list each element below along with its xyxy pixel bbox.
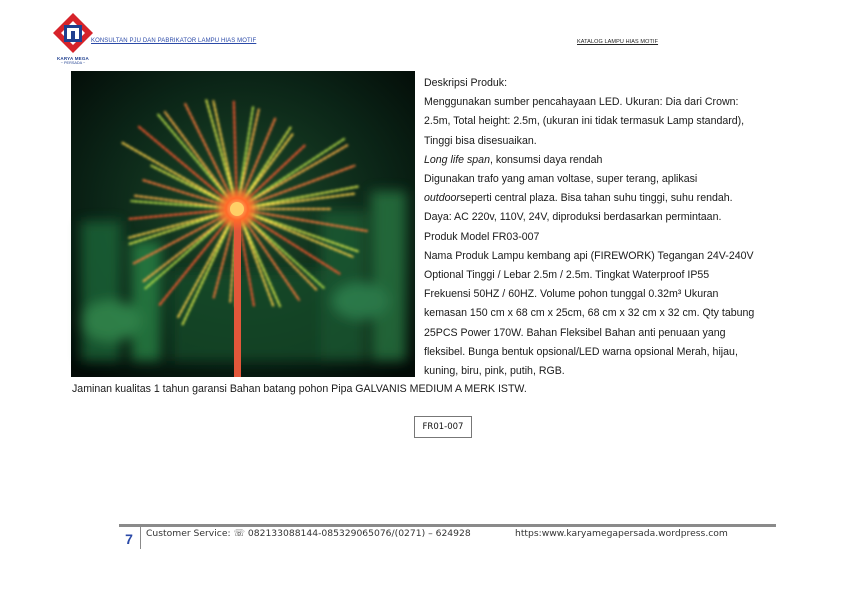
description-line: kuning, biru, pink, putih, RGB. bbox=[424, 365, 565, 378]
website-link[interactable]: https:www.karyamegapersada.wordpress.com bbox=[515, 528, 728, 539]
footer-divider bbox=[140, 527, 141, 549]
description-line: Tinggi bisa disesuaikan. bbox=[424, 134, 537, 147]
description-line: fleksibel. Bunga bentuk opsional/LED warna opsional Merah, hijau, bbox=[424, 345, 738, 358]
italic-text: Long life span bbox=[424, 153, 490, 166]
description-line: Daya: AC 220v, 110V, 24V, diproduksi berdasarkan permintaan. bbox=[424, 211, 722, 224]
description-line: Nama Produk Lampu kembang api (FIREWORK) Tegangan 24V-240V bbox=[424, 249, 754, 262]
description-line: Menggunakan sumber pencahayaan LED. Ukuran: Dia dari Crown: bbox=[424, 96, 739, 109]
description-line bbox=[424, 189, 774, 208]
description-line: Frekuensi 50HZ / 60HZ. Volume pohon tunggal 0.32m³ Ukuran bbox=[424, 288, 719, 301]
karya-mega-logo-icon bbox=[50, 12, 96, 56]
description-line: Produk Model FR03-007 bbox=[424, 230, 540, 243]
description-heading: Deskripsi Produk: bbox=[424, 77, 508, 89]
description-text: , konsumsi daya rendah bbox=[489, 153, 603, 166]
product-description bbox=[424, 74, 774, 381]
description-line bbox=[424, 151, 774, 170]
firework-tree-lamp-photo bbox=[71, 71, 415, 377]
header-catalog-title: KATALOG LAMPU HIAS MOTIF bbox=[577, 39, 659, 45]
company-logo bbox=[50, 12, 96, 70]
description-line: Optional Tinggi / Lebar 2.5m / 2.5m. Tingkat Waterproof IP55 bbox=[424, 269, 710, 282]
product-code-label: FR01-007 bbox=[414, 416, 472, 438]
description-line: Digunakan trafo yang aman voltase, super terang, aplikasi bbox=[424, 173, 698, 186]
logo-company-subtitle: ~ PERSADA ~ bbox=[60, 61, 86, 65]
customer-service-contact: Customer Service: ☏ 082133088144-085329065076/(0271) – 624928 bbox=[146, 528, 471, 539]
description-line: 25PCS Power 170W. Bahan Fleksibel Bahan anti penuaan yang bbox=[424, 326, 726, 339]
page-number: 7 bbox=[125, 531, 133, 547]
description-text: seperti central plaza. Bisa tahan suhu tinggi, suhu rendah. bbox=[459, 192, 733, 205]
italic-text: outdoor bbox=[424, 192, 460, 205]
description-line: 2.5m, Total height: 2.5m, (ukuran ini tidak termasuk Lamp standard), bbox=[424, 115, 745, 128]
warranty-text: Jaminan kualitas 1 tahun garansi Bahan batang pohon Pipa GALVANIS MEDIUM A MERK ISTW. bbox=[72, 383, 527, 395]
description-line: kemasan 150 cm x 68 cm x 25cm, 68 cm x 32 cm x 32 cm. Qty tabung bbox=[424, 307, 755, 320]
header-company-tagline[interactable]: KONSULTAN PJU DAN PABRIKATOR LAMPU HIAS MOTIF bbox=[91, 38, 257, 44]
logo-company-name: KARYA MEGA bbox=[56, 56, 89, 61]
